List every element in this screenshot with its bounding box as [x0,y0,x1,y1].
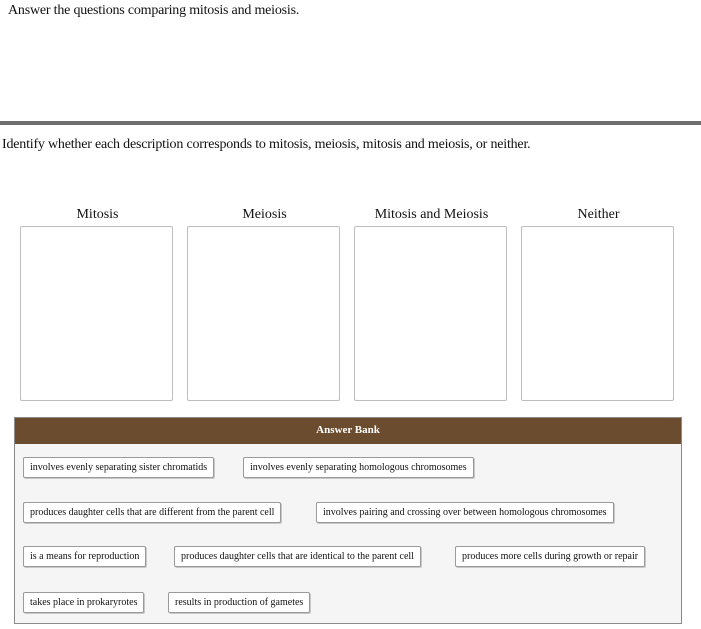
instruction-text: Answer the questions comparing mitosis and meiosis. [8,3,300,18]
answer-chip-sister-chromatids[interactable]: involves evenly separating sister chromatids [23,457,214,478]
drop-zone-mitosis[interactable] [20,226,173,401]
column-label-neither: Neither [577,207,620,222]
drop-zone-mitosis-and-meiosis[interactable] [354,226,507,401]
answer-chip-homologous-chromosomes[interactable]: involves evenly separating homologous chromosomes [243,457,474,478]
drop-zone-meiosis[interactable] [187,226,340,401]
answer-chip-prokaryotes[interactable]: takes place in prokaryrotes [23,592,144,613]
answer-chip-crossing-over[interactable]: involves pairing and crossing over between homologous chromosomes [316,502,614,523]
section-divider [0,121,701,125]
answer-chip-gametes[interactable]: results in production of gametes [168,592,310,613]
column-label-mitosis-and-meiosis: Mitosis and Meiosis [374,207,489,222]
answer-bank-title: Answer Bank [15,418,681,444]
answer-chip-reproduction[interactable]: is a means for reproduction [23,546,146,567]
column-label-mitosis: Mitosis [76,207,119,222]
answer-bank [14,417,682,624]
question-prompt: Identify whether each description corresponds to mitosis, meiosis, mitosis and meiosis, or neither. [2,137,531,152]
answer-chip-growth-repair[interactable]: produces more cells during growth or repair [455,546,645,567]
answer-chip-different-daughter-cells[interactable]: produces daughter cells that are different from the parent cell [23,502,281,523]
column-label-meiosis: Meiosis [242,207,287,222]
answer-chip-identical-daughter-cells[interactable]: produces daughter cells that are identical to the parent cell [174,546,421,567]
drop-zone-neither[interactable] [521,226,674,401]
